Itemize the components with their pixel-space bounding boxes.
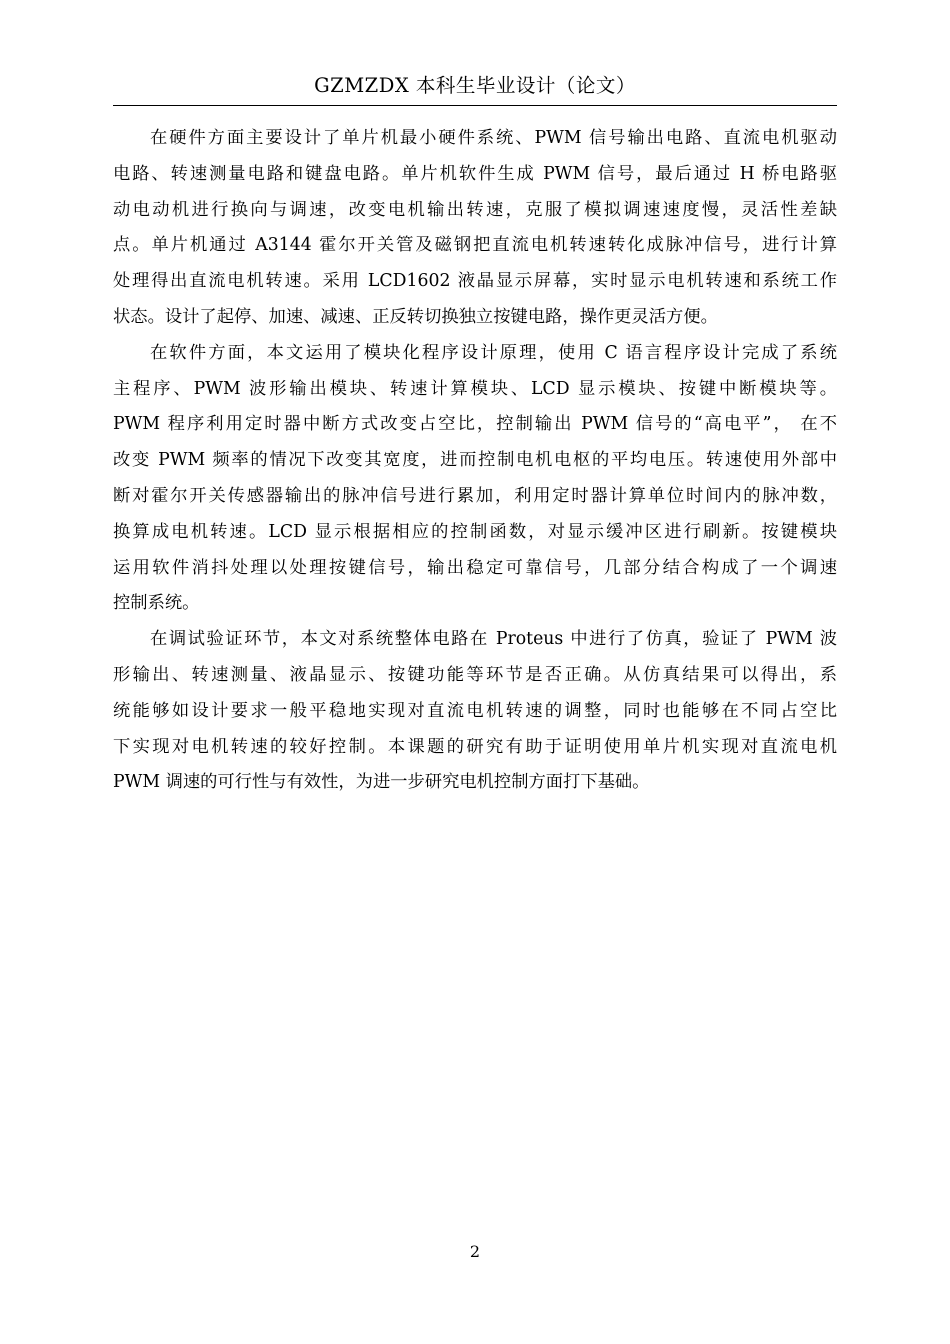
- body-line: 运用软件消抖处理以处理按键信号，输出稳定可靠信号，几部分结合构成了一个调速: [113, 557, 837, 578]
- body-line: 电路、转速测量电路和键盘电路。单片机软件生成 PWM 信号，最后通过 H 桥电路驱: [113, 163, 837, 184]
- body-line: 统能够如设计要求一般平稳地实现对直流电机转速的调整，同时也能够在不同占空比: [113, 700, 837, 721]
- body-line: 状态。设计了起停、加速、减速、正反转切换独立按键电路，操作更灵活方便。: [113, 306, 718, 327]
- body-line: 控制系统。: [113, 593, 200, 614]
- body-line: 换算成电机转速。LCD 显示根据相应的控制函数，对显示缓冲区进行刷新。按键模块: [113, 521, 837, 542]
- page-footer: [0, 1240, 950, 1264]
- body-line: 点。单片机通过 A3144 霍尔开关管及磁钢把直流电机转速转化成脉冲信号，进行计算: [113, 235, 837, 256]
- page-number: 2: [469, 1242, 481, 1261]
- page-header: [113, 72, 837, 106]
- paragraph-debugging: [113, 622, 837, 801]
- body-line: 断对霍尔开关传感器输出的脉冲信号进行累加，利用定时器计算单位时间内的脉冲数，: [113, 485, 837, 506]
- body-line: 主程序、PWM 波形输出模块、转速计算模块、LCD 显示模块、按键中断模块等。: [113, 378, 837, 399]
- body-line: 在硬件方面主要设计了单片机最小硬件系统、PWM 信号输出电路、直流电机驱动: [150, 128, 837, 148]
- body-line: PWM 调速的可行性与有效性，为进一步研究电机控制方面打下基础。: [113, 772, 650, 793]
- body-line: 形输出、转速测量、液晶显示、按键功能等环节是否正确。从仿真结果可以得出，系: [113, 664, 837, 685]
- body-line: 处理得出直流电机转速。采用 LCD1602 液晶显示屏幕，实时显示电机转速和系统工作: [113, 271, 837, 292]
- body-line: 在软件方面，本文运用了模块化程序设计原理，使用 C 语言程序设计完成了系统: [150, 342, 837, 363]
- body-line: 动电动机进行换向与调速，改变电机输出转速，克服了模拟调速速度慢，灵活性差缺: [113, 199, 837, 220]
- body-line: 在调试验证环节，本文对系统整体电路在 Proteus 中进行了仿真，验证了 PWM 波: [150, 629, 837, 650]
- page-body: [113, 121, 837, 801]
- paragraph-software: [113, 336, 837, 622]
- body-line: 改变 PWM 频率的情况下改变其宽度，进而控制电机电枢的平均电压。转速使用外部中: [113, 450, 837, 471]
- body-line: PWM 程序利用定时器中断方式改变占空比，控制输出 PWM 信号的“高电平”， 在不: [113, 414, 837, 435]
- paragraph-hardware: [113, 121, 837, 336]
- header-title: GZMZDX 本科生毕业设计（论文）: [314, 74, 636, 97]
- body-line: 下实现对电机转速的较好控制。本课题的研究有助于证明使用单片机实现对直流电机: [113, 736, 837, 757]
